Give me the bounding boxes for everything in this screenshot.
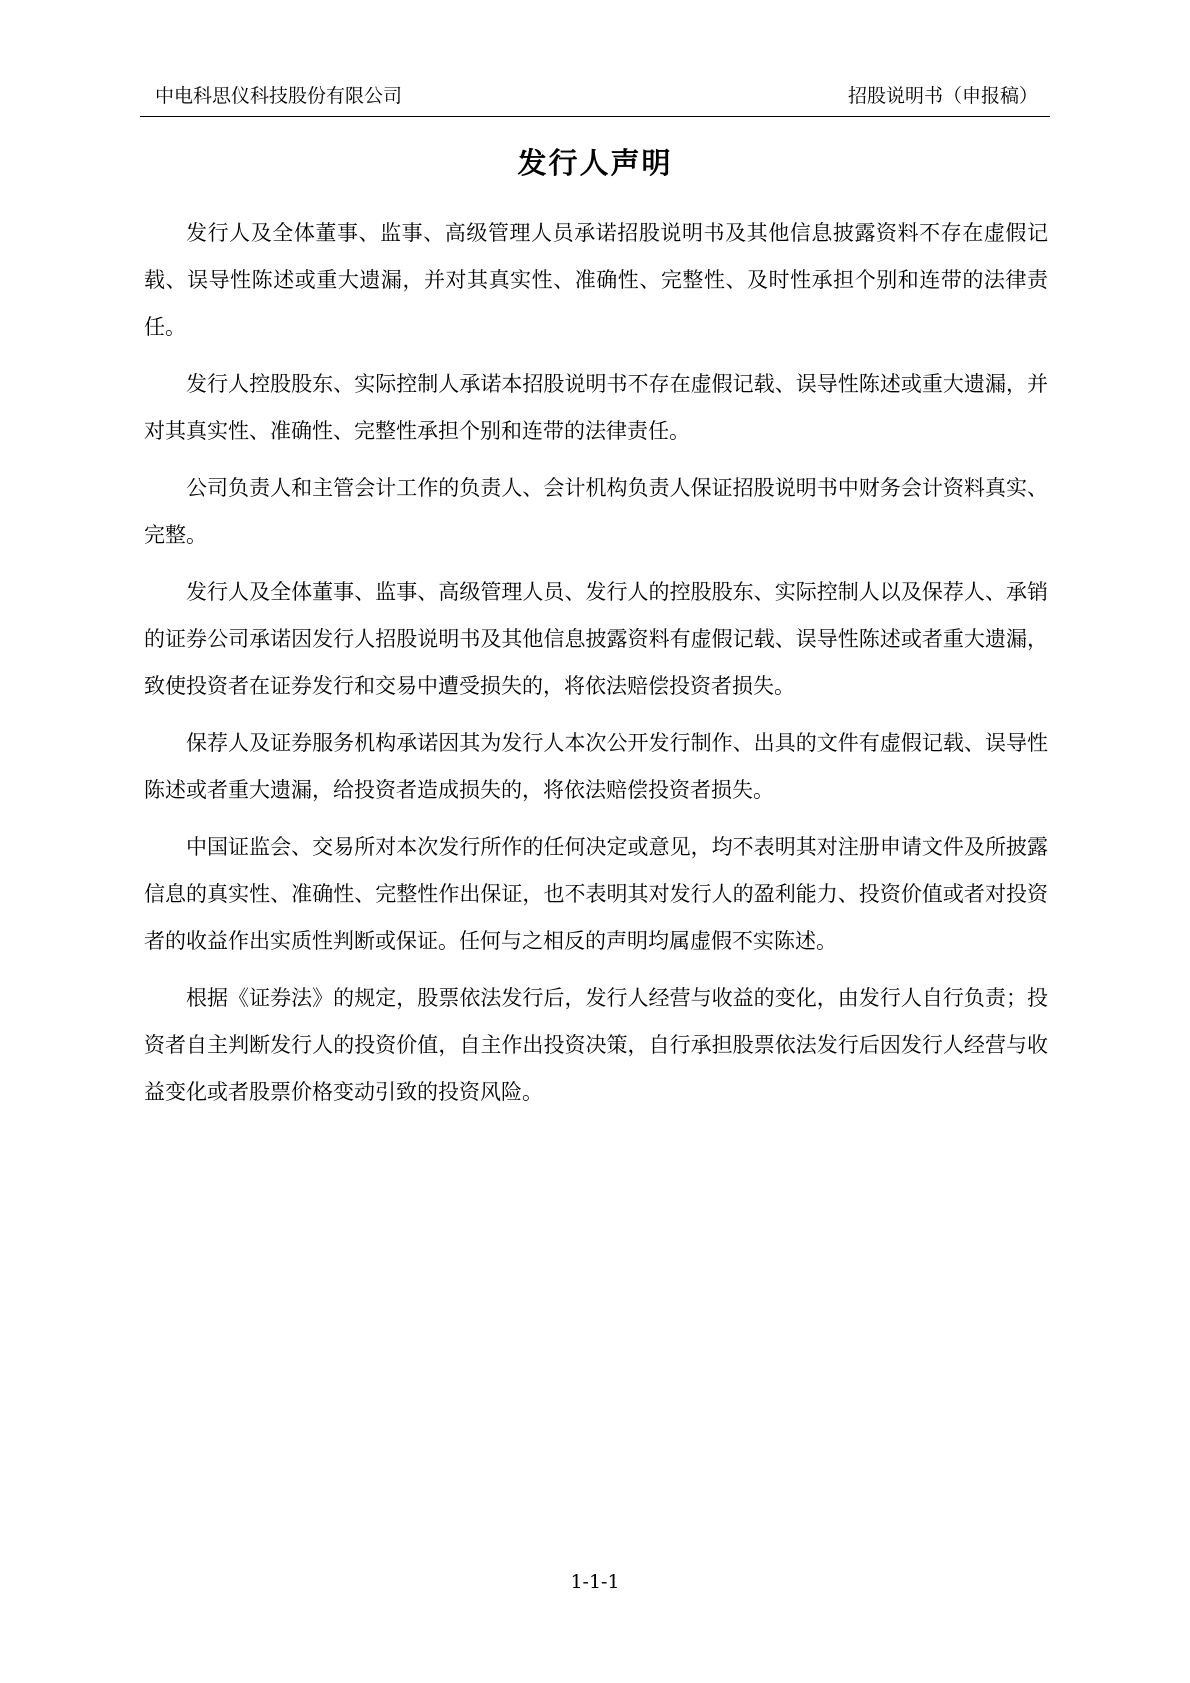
paragraph-6: 中国证监会、交易所对本次发行所作的任何决定或意见，均不表明其对注册申请文件及所披露信息的真实性、准确性、完整性作出保证，也不表明其对发行人的盈利能力、投资价值或者对投资者的收益作出实质性判断或保证。任何与之相反的声明均属虚假不实陈述。 bbox=[144, 835, 1048, 953]
declaration-body bbox=[144, 210, 1048, 1126]
paragraph-2: 发行人控股股东、实际控制人承诺本招股说明书不存在虚假记载、误导性陈述或重大遗漏，并对其真实性、准确性、完整性承担个别和连带的法律责任。 bbox=[144, 372, 1048, 443]
paragraph-3: 公司负责人和主管会计工作的负责人、会计机构负责人保证招股说明书中财务会计资料真实、完整。 bbox=[144, 476, 1048, 547]
paragraph-5: 保荐人及证券服务机构承诺因其为发行人本次公开发行制作、出具的文件有虚假记载、误导性陈述或者重大遗漏，给投资者造成损失的，将依法赔偿投资者损失。 bbox=[144, 731, 1048, 802]
page-title: 发行人声明 bbox=[517, 146, 673, 180]
paragraph-7: 根据《证券法》的规定，股票依法发行后，发行人经营与收益的变化，由发行人自行负责；投资者自主判断发行人的投资价值，自主作出投资决策，自行承担股票依法发行后因发行人经营与收益变化或者股票价格变动引致的投资风险。 bbox=[144, 986, 1048, 1104]
page-header bbox=[140, 82, 1050, 117]
paragraph-1: 发行人及全体董事、监事、高级管理人员承诺招股说明书及其他信息披露资料不存在虚假记载、误导性陈述或重大遗漏，并对其真实性、准确性、完整性、及时性承担个别和连带的法律责任。 bbox=[144, 221, 1048, 339]
page-number: 1-1-1 bbox=[570, 1571, 620, 1593]
paragraph-4: 发行人及全体董事、监事、高级管理人员、发行人的控股股东、实际控制人以及保荐人、承销的证券公司承诺因发行人招股说明书及其他信息披露资料有虚假记载、误导性陈述或者重大遗漏，致使投资者在证券发行和交易中遭受损失的，将依法赔偿投资者损失。 bbox=[144, 580, 1048, 698]
header-company-name: 中电科思仪科技股份有限公司 bbox=[155, 85, 403, 107]
header-document-title: 招股说明书（申报稿） bbox=[847, 85, 1038, 107]
